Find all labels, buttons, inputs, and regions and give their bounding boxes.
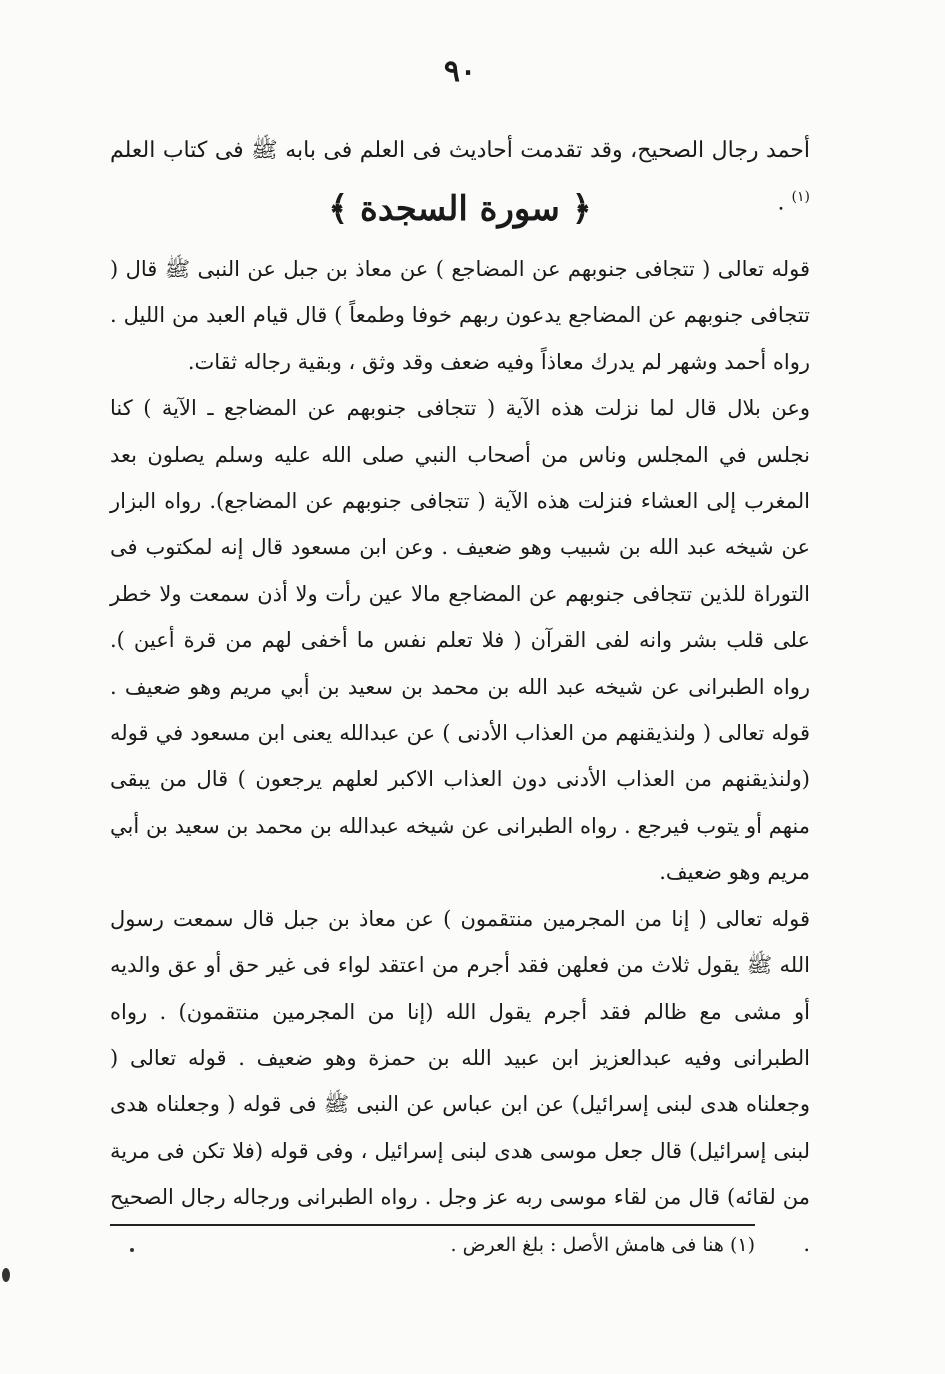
book-page xyxy=(110,40,810,1340)
footnote: (١) هنا فى هامش الأصل : بلغ العرض . xyxy=(450,1234,755,1256)
footnote-reference: (١) xyxy=(791,189,810,205)
surah-title: ﴿ سورة السجدة ﴾ xyxy=(328,189,592,229)
body-text xyxy=(110,246,810,1267)
paragraph: وعن بلال قال لما نزلت هذه الآية ( تتجافى جنوبهم عن المضاجع ـ الآية ) كنا نجلس في المجلس وناس من أصحاب النبي صلى الله عليه وسلم يصلون بعد المغرب إلى العشاء فنزلت هذه الآية ( تتجافى جنوبهم عن المضاجع). رواه البزار عن شيخه عبد الله بن شبيب وهو ضعيف . وعن ابن مسعود قال إنه لمكتوب فى التوراة للذين تتجافى جنوبهم عن المضاجع مالا عين رأت ولا أذن سمعت ولا خطر على قلب بشر وانه لفى القرآن ( فلا تعلم نفس ما أخفى لهم من قرة أعين ). رواه الطبرانى عن شيخه عبد الله بن محمد بن سعيد بن أبي مريم وهو ضعيف . قوله تعالى ( ولنذيقنهم من العذاب الأدنى ) عن عبدالله يعنى ابن مسعود في قوله (ولنذيقنهم من العذاب الأدنى دون العذاب الاكبر لعلهم يرجعون ) قال من يبقى منهم أو يتوب فيرجع . رواه الطبرانى عن شيخه عبدالله بن محمد بن سعيد بن أبي مريم وهو ضعيف. xyxy=(110,396,810,885)
scan-speck xyxy=(2,1268,10,1282)
paragraph: قوله تعالى ( تتجافى جنوبهم عن المضاجع ) عن معاذ بن جبل عن النبى ﷺ قال ( تتجافى جنوبهم عن المضاجع يدعون ربهم خوفا وطمعاً ) قال قيام العبد من الليل . رواه أحمد وشهر لم يدرك معاذاً وفيه ضعف وقد وثق ، وبقية رجاله ثقات. xyxy=(110,257,810,374)
opening-end: . xyxy=(777,190,785,216)
opening-text: أحمد رجال الصحيح، وقد تقدمت أحاديث فى العلم فى بابه ﷺ فى كتاب العلم xyxy=(110,138,810,163)
scan-speck xyxy=(130,1248,134,1252)
page-number: ٩٠ xyxy=(443,54,477,89)
paragraph: قوله تعالى ( إنا من المجرمين منتقمون ) عن معاذ بن جبل قال سمعت رسول الله ﷺ يقول ثلاث من فعلهن فقد أجرم من اعتقد لواء فى غير حق أو عق والديه أو مشى مع ظالم فقد أجرم يقول الله (إنا من المجرمين منتقمون) . رواه الطبرانى وفيه عبدالعزيز ابن عبيد الله بن حمزة وهو ضعيف . قوله تعالى ( وجعلناه هدى لبنى إسرائيل) عن ابن عباس عن النبى ﷺ فى قوله ( وجعلناه هدى لبنى إسرائيل) قال جعل موسى هدى لبنى إسرائيل ، وفى قوله (فلا تكن فى مرية من لقائه) قال من لقاء موسى ربه عز وجل . رواه الطبرانى ورجاله رجال الصحيح . xyxy=(110,906,810,1256)
footnote-divider xyxy=(110,1224,755,1226)
